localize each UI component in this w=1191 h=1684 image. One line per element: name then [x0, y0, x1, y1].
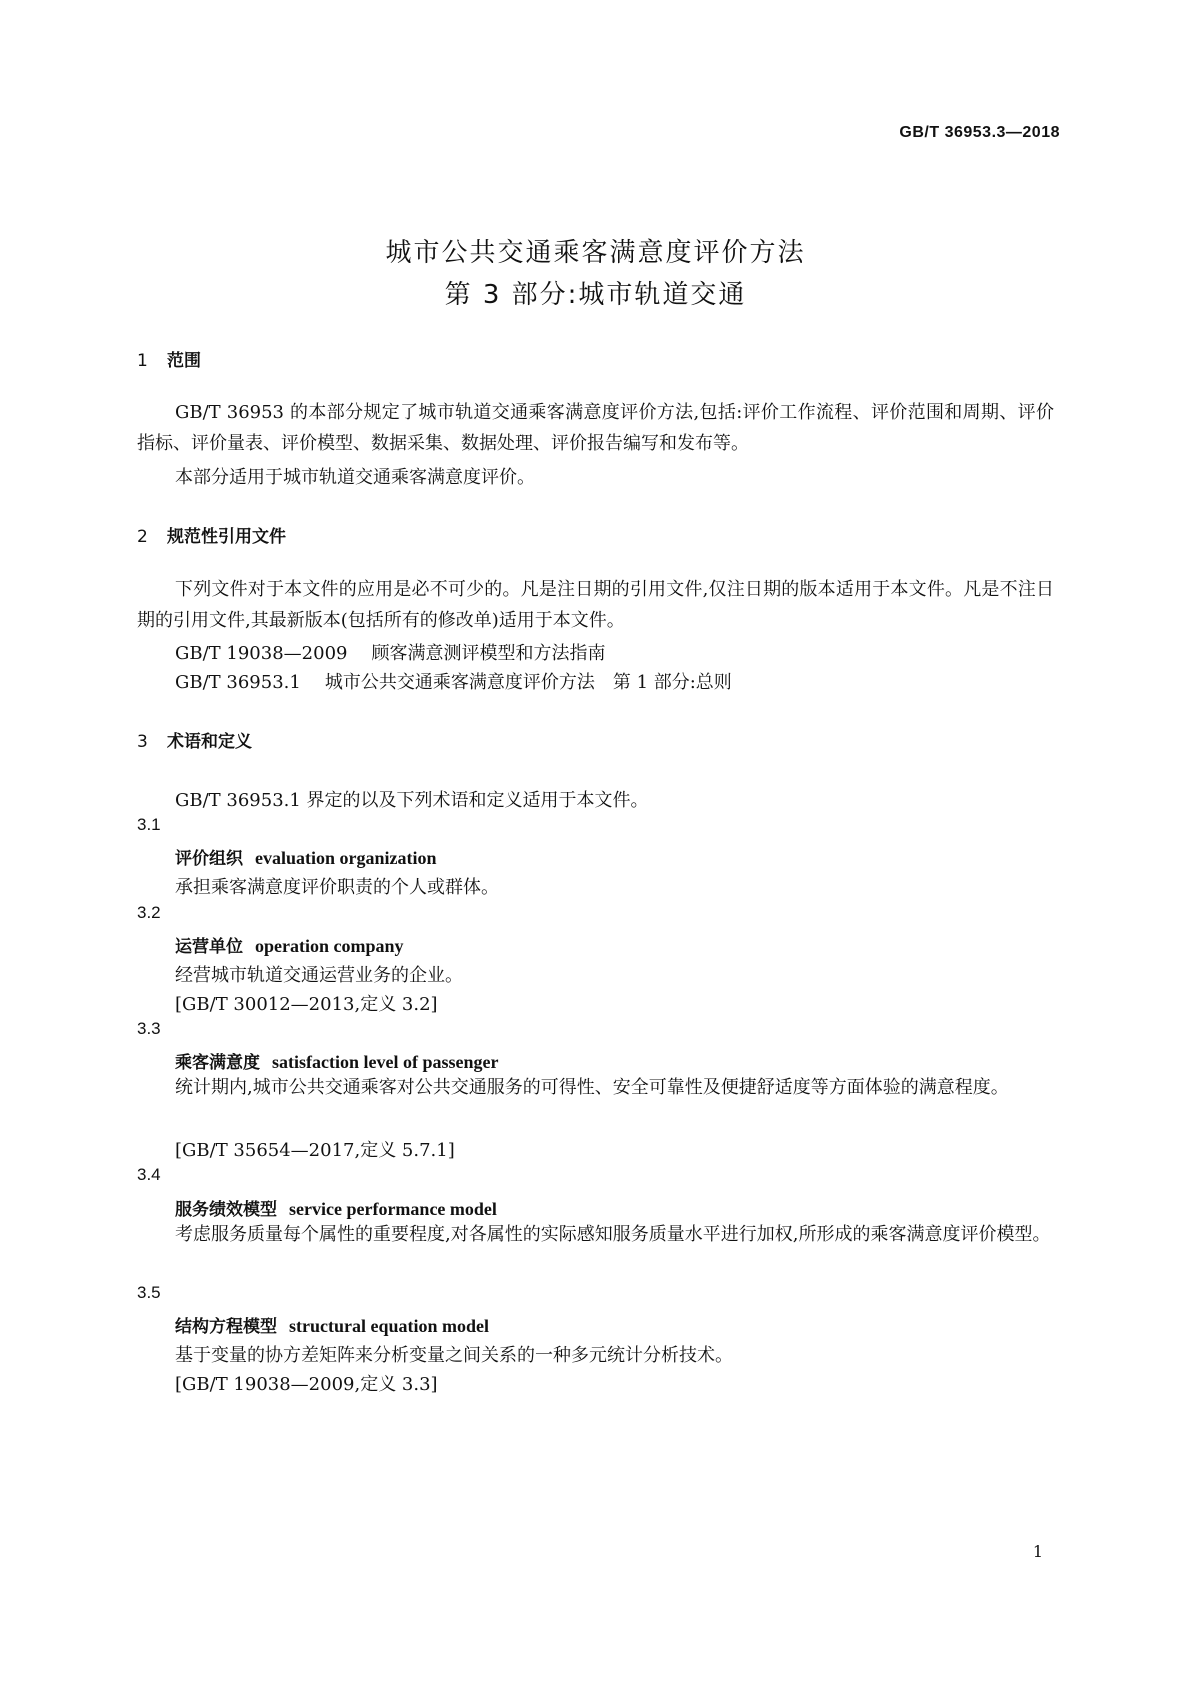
term-en: satisfaction level of passenger [272, 1052, 499, 1072]
term-heading [175, 932, 404, 957]
document-title-line1: 城市公共交通乘客满意度评价方法 [385, 238, 806, 268]
clause-number: 1 [137, 351, 148, 371]
clause-3-heading [137, 727, 252, 752]
term-number: 3.1 [137, 815, 161, 834]
terms-intro: GB/T 36953.1 界定的以及下列术语和定义适用于本文件。 [175, 790, 649, 811]
term-heading [175, 1048, 498, 1073]
term-heading [175, 1312, 489, 1337]
clause-title: 范围 [167, 351, 201, 371]
term-definition: 承担乘客满意度评价职责的个人或群体。 [175, 877, 499, 898]
reference-title: 城市公共交通乘客满意度评价方法 第 1 部分:总则 [324, 672, 732, 693]
reference-code: GB/T 19038—2009 [175, 643, 348, 664]
page-number: 1 [1032, 1542, 1043, 1561]
term-en: operation company [255, 936, 404, 956]
term-heading [175, 1195, 497, 1220]
reference-item [175, 668, 732, 694]
clause-1-heading [137, 346, 201, 371]
term-en: evaluation organization [255, 848, 437, 868]
term-number: 3.4 [137, 1165, 161, 1184]
normative-references-paragraph: 下列文件对于本文件的应用是必不可少的。凡是注日期的引用文件,仅注日期的版本适用于本文件。凡是不注日期的引用文件,其最新版本(包括所有的修改单)适用于本文件。 [137, 579, 1054, 631]
term-zh: 结构方程模型 [175, 1317, 277, 1337]
term-zh: 运营单位 [175, 937, 243, 957]
term-source: [GB/T 30012—2013,定义 3.2] [175, 994, 438, 1015]
clause-title: 规范性引用文件 [167, 527, 286, 547]
reference-title: 顾客满意测评模型和方法指南 [371, 643, 606, 664]
term-source: [GB/T 35654—2017,定义 5.7.1] [175, 1140, 455, 1161]
standard-code: GB/T 36953.3—2018 [899, 124, 1060, 141]
scope-paragraph-1: GB/T 36953 的本部分规定了城市轨道交通乘客满意度评价方法,包括:评价工作流程、评价范围和周期、评价指标、评价量表、评价模型、数据采集、数据处理、评价报告编写和发布等。 [137, 402, 1054, 454]
term-en: service performance model [289, 1199, 497, 1219]
clause-2-heading [137, 522, 286, 547]
clause-title: 术语和定义 [167, 732, 252, 752]
term-source: [GB/T 19038—2009,定义 3.3] [175, 1374, 438, 1395]
term-heading [175, 844, 437, 869]
scope-paragraph-2: 本部分适用于城市轨道交通乘客满意度评价。 [175, 467, 535, 488]
term-definition: 基于变量的协方差矩阵来分析变量之间关系的一种多元统计分析技术。 [175, 1345, 733, 1366]
term-number: 3.5 [137, 1283, 161, 1302]
term-zh: 乘客满意度 [175, 1053, 260, 1073]
term-number: 3.3 [137, 1019, 161, 1038]
document-title-line2: 第 3 部分:城市轨道交通 [444, 280, 747, 310]
term-zh: 评价组织 [175, 849, 243, 869]
term-definition: 经营城市轨道交通运营业务的企业。 [175, 965, 463, 986]
term-number: 3.2 [137, 903, 161, 922]
term-zh: 服务绩效模型 [175, 1200, 277, 1220]
reference-code: GB/T 36953.1 [175, 672, 301, 693]
term-en: structural equation model [289, 1316, 489, 1336]
clause-number: 2 [137, 527, 148, 547]
reference-item [175, 639, 605, 665]
term-definition: 统计期内,城市公共交通乘客对公共交通服务的可得性、安全可靠性及便捷舒适度等方面体验的满意程度。 [175, 1077, 1009, 1098]
term-definition: 考虑服务质量每个属性的重要程度,对各属性的实际感知服务质量水平进行加权,所形成的乘客满意度评价模型。 [175, 1224, 1051, 1245]
clause-number: 3 [137, 732, 148, 752]
